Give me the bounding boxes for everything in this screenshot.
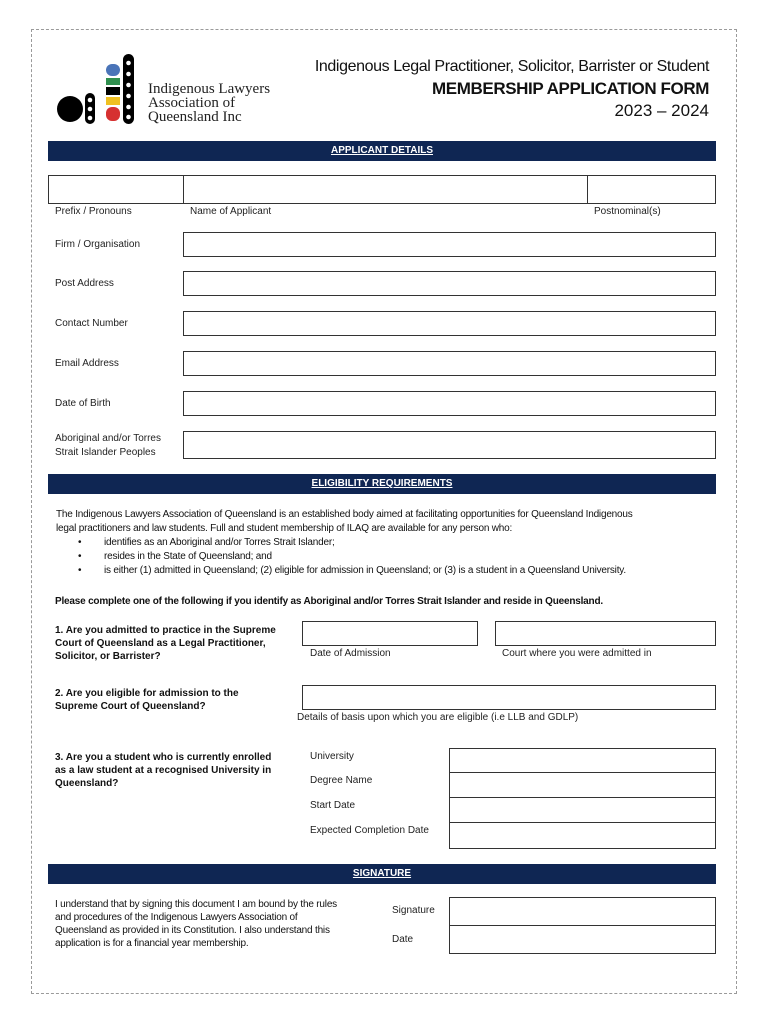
logo-text-line2: Association of <box>148 95 236 111</box>
signature-date-input[interactable] <box>449 925 716 954</box>
email-input[interactable] <box>183 351 716 376</box>
university-input[interactable] <box>449 748 716 773</box>
dob-label: Date of Birth <box>55 398 111 409</box>
question-3-line1: 3. Are you a student who is currently enrolled <box>55 752 272 763</box>
contact-number-label: Contact Number <box>55 318 128 329</box>
applicant-details-banner <box>48 141 716 161</box>
admission-court-input[interactable] <box>495 621 716 646</box>
post-address-input[interactable] <box>183 271 716 296</box>
eligibility-banner <box>48 474 716 494</box>
signature-declaration <box>55 898 375 950</box>
declaration-line4: application is for a financial year membership. <box>55 938 249 949</box>
question-1 <box>55 624 276 663</box>
logo-text-line1: Indigenous Lawyers <box>148 81 271 97</box>
email-label: Email Address <box>55 358 119 369</box>
eligibility-criteria-list <box>56 536 716 578</box>
criteria-item-admission: • is either (1) admitted in Queensland; (2) eligible for admission in Queensland; or (3) is a student in a Queensland University. <box>56 564 716 578</box>
prefix-input[interactable] <box>48 175 184 204</box>
signature-label: Signature <box>392 905 435 916</box>
form-title: MEMBERSHIP APPLICATION FORM <box>432 79 709 98</box>
ilaq-logo <box>56 52 286 128</box>
prefix-label: Prefix / Pronouns <box>55 206 132 217</box>
postnominal-label: Postnominal(s) <box>594 206 661 217</box>
postnominal-input[interactable] <box>587 175 716 204</box>
question-2 <box>55 687 239 713</box>
applicant-name-label: Name of Applicant <box>190 206 272 217</box>
question-2-line1: 2. Are you eligible for admission to the <box>55 688 239 699</box>
signature-date-label: Date <box>392 934 414 945</box>
logo-text-line3: Queensland Inc <box>148 109 242 125</box>
firm-input[interactable] <box>183 232 716 257</box>
admission-court-label: Court where you were admitted in <box>502 648 652 659</box>
question-3-line2: as a law student at a recognised University in <box>55 765 272 776</box>
admission-date-label: Date of Admission <box>310 648 391 659</box>
signature-banner <box>48 864 716 884</box>
eligibility-basis-input[interactable] <box>302 685 716 710</box>
signature-input[interactable] <box>449 897 716 926</box>
eligibility-intro-line1: The Indigenous Lawyers Association of Queensland is an established body aimed at facilitating opportunities for Queensland Indigenous <box>56 509 633 520</box>
degree-label: Degree Name <box>310 775 373 786</box>
question-1-line2: Court of Queensland as a Legal Practitioner, <box>55 638 266 649</box>
start-date-input[interactable] <box>449 797 716 823</box>
dob-input[interactable] <box>183 391 716 416</box>
eligibility-heading: ELIGIBILITY REQUIREMENTS <box>311 478 453 489</box>
criteria-item-identifies: • identifies as an Aboriginal and/or Torres Strait Islander; <box>56 536 716 550</box>
declaration-line2: and procedures of the Indigenous Lawyers Association of <box>55 912 298 923</box>
signature-heading: SIGNATURE <box>352 868 412 879</box>
question-3-line3: Queensland? <box>55 778 119 789</box>
form-year: 2023 – 2024 <box>614 101 709 120</box>
degree-input[interactable] <box>449 772 716 798</box>
form-subtitle: Indigenous Legal Practitioner, Solicitor, Barrister or Student <box>314 58 709 75</box>
eligibility-instruction: Please complete one of the following if you identify as Aboriginal and/or Torres Strait Islander and reside in Queensland. <box>55 596 603 607</box>
completion-date-label: Expected Completion Date <box>310 825 429 836</box>
criteria-item-resides: • resides in the State of Queensland; and <box>56 550 716 564</box>
eligibility-intro <box>56 508 716 578</box>
applicant-details-heading: APPLICANT DETAILS <box>330 145 434 156</box>
start-date-label: Start Date <box>310 800 356 811</box>
completion-date-input[interactable] <box>449 822 716 849</box>
question-3 <box>55 751 271 790</box>
post-address-label: Post Address <box>55 278 114 289</box>
question-2-line2: Supreme Court of Queensland? <box>55 701 206 712</box>
contact-number-input[interactable] <box>183 311 716 336</box>
university-label: University <box>310 751 354 762</box>
question-1-line3: Solicitor, or Barrister? <box>55 651 161 662</box>
question-1-line1: 1. Are you admitted to practice in the Supreme <box>55 625 276 636</box>
declaration-line3: Queensland as provided in its Constitution. I also understand this <box>55 925 330 936</box>
atsi-input[interactable] <box>183 431 716 459</box>
admission-date-input[interactable] <box>302 621 478 646</box>
atsi-label-line1: Aboriginal and/or Torres <box>55 433 161 444</box>
firm-label: Firm / Organisation <box>55 239 141 250</box>
atsi-label-line2: Strait Islander Peoples <box>55 447 156 458</box>
eligibility-intro-line2: legal practitioners and law students. Full and student membership of ILAQ are available for any person who: <box>56 523 513 534</box>
logo-mark-icon <box>56 52 146 128</box>
atsi-label <box>55 432 161 460</box>
declaration-line1: I understand that by signing this document I am bound by the rules <box>55 899 337 910</box>
eligibility-basis-label: Details of basis upon which you are eligible (i.e LLB and GDLP) <box>297 712 579 723</box>
applicant-name-input[interactable] <box>183 175 588 204</box>
